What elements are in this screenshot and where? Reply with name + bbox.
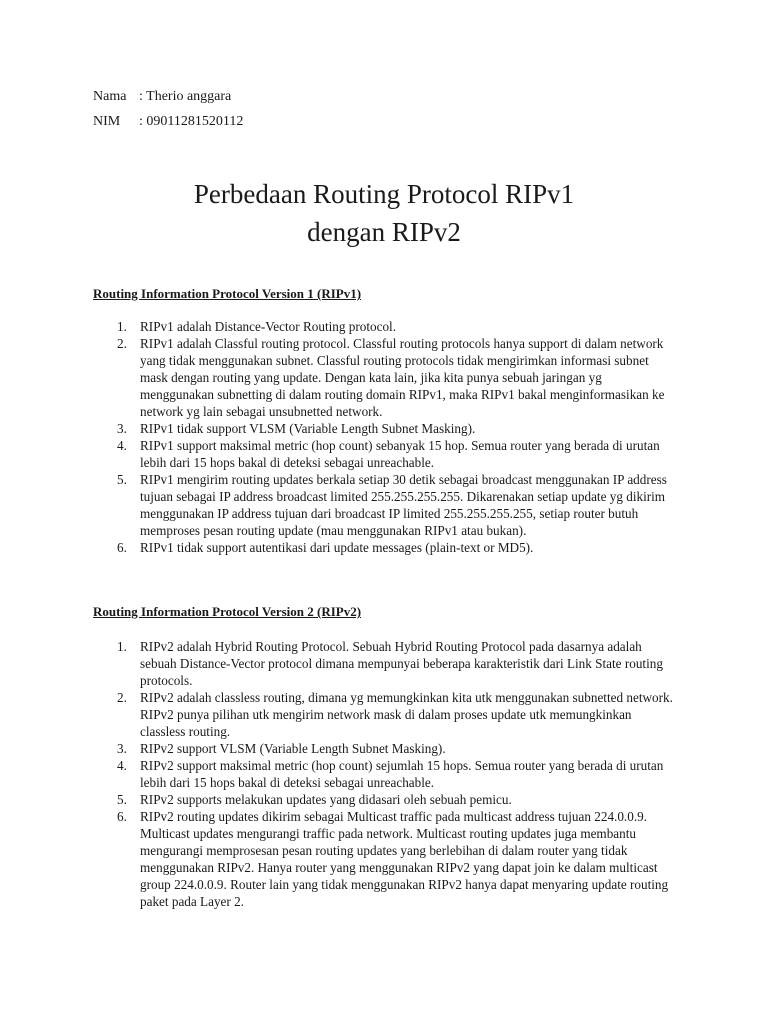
item-text: RIPv2 routing updates dikirim sebagai Multicast traffic pada multicast address tujuan 224.0.0.9. Multicast updates mengurangi traffic pada network. Multicast routing updates juga membantu mengurangi memprosesan pesan routing updates yang berlebihan di dalam router yang tidak menggunakan RIPv2. Hanya router yang menggunakan RIPv2 yang dapat join ke dalam multicast group 224.0.0.9. Router lain yang tidak menggunakan RIPv2 hanya dapat menyaring update routing paket pada Layer 2. xyxy=(140,809,669,909)
title-line-2: dengan RIPv2 xyxy=(307,217,461,247)
item-number: 2. xyxy=(117,690,127,705)
item-text: RIPv1 adalah Distance-Vector Routing protocol. xyxy=(140,319,396,334)
list-item xyxy=(117,740,677,757)
item-number: 2. xyxy=(117,336,127,351)
item-text: RIPv1 mengirim routing updates berkala setiap 30 detik sebagai broadcast menggunakan IP address tujuan sebagai IP address broadcast limited 255.255.255.255. Dikarenakan setiap update yg dikirim menggunakan IP address tujuan dari broadcast IP limited 255.255.255.255, setiap router butuh memproses pesan routing update (mau menggunakan RIPv1 atau bukan). xyxy=(140,472,667,538)
name-row xyxy=(93,88,231,105)
ripv1-list xyxy=(117,318,677,556)
name-label: Nama xyxy=(93,89,127,104)
list-item xyxy=(117,638,677,689)
ripv1-heading: Routing Information Protocol Version 1 (RIPv1) xyxy=(93,286,362,301)
list-item xyxy=(117,689,677,740)
item-text: RIPv2 supports melakukan updates yang didasari oleh sebuah pemicu. xyxy=(140,792,512,807)
list-item xyxy=(117,539,677,556)
nim-row xyxy=(93,113,243,130)
list-item xyxy=(117,420,677,437)
item-number: 1. xyxy=(117,639,127,654)
document-title xyxy=(0,175,768,251)
item-text: RIPv2 support VLSM (Variable Length Subnet Masking). xyxy=(140,741,446,756)
item-text: RIPv1 tidak support autentikasi dari update messages (plain-text or MD5). xyxy=(140,540,534,555)
item-text: RIPv2 support maksimal metric (hop count) sejumlah 15 hops. Semua router yang berada di urutan lebih dari 15 hops bakal di deteksi sebagai unreachable. xyxy=(140,758,664,790)
item-text: RIPv2 adalah classless routing, dimana yg memungkinkan kita utk menggunakan subnetted network. RIPv2 punya pilihan utk mengirim network mask di dalam proses update utk memungkinkan classless routing. xyxy=(140,690,673,739)
item-number: 4. xyxy=(117,758,127,773)
name-value: : Therio anggara xyxy=(139,89,232,104)
title-line-1: Perbedaan Routing Protocol RIPv1 xyxy=(193,179,575,209)
item-number: 3. xyxy=(117,421,127,436)
list-item xyxy=(117,471,677,539)
item-number: 3. xyxy=(117,741,127,756)
item-text: RIPv1 tidak support VLSM (Variable Length Subnet Masking). xyxy=(140,421,476,436)
item-text: RIPv1 support maksimal metric (hop count) sebanyak 15 hop. Semua router yang berada di urutan lebih dari 15 hops bakal di deteksi sebagai unreachable. xyxy=(140,438,660,470)
nim-value: : 09011281520112 xyxy=(139,114,244,129)
item-text: RIPv2 adalah Hybrid Routing Protocol. Sebuah Hybrid Routing Protocol pada dasarnya adalah sebuah Distance-Vector protocol dimana mempunyai beberapa karakteristik dari Link State routing protocols. xyxy=(140,639,663,688)
list-item xyxy=(117,808,677,910)
item-number: 5. xyxy=(117,472,127,487)
item-text: RIPv1 adalah Classful routing protocol. Classful routing protocols hanya support di dalam network yang tidak menggunakan subnet. Classful routing protocols tidak mengirimkan informasi subnet mask dengan routing yang update. Dengan kata lain, jika kita punya sebuah jaringan yg menggunakan subnetting di dalam routing domain RIPv1, maka RIPv1 bakal menginformasikan ke network yg lain sebagai unsubnetted network. xyxy=(140,336,665,419)
item-number: 5. xyxy=(117,792,127,807)
ripv2-list xyxy=(117,638,677,910)
list-item xyxy=(117,335,677,420)
item-number: 6. xyxy=(117,809,127,824)
list-item xyxy=(117,437,677,471)
item-number: 6. xyxy=(117,540,127,555)
ripv2-heading: Routing Information Protocol Version 2 (RIPv2) xyxy=(93,604,362,619)
list-item xyxy=(117,757,677,791)
nim-label: NIM xyxy=(93,114,121,129)
item-number: 4. xyxy=(117,438,127,453)
list-item xyxy=(117,791,677,808)
list-item xyxy=(117,318,677,335)
item-number: 1. xyxy=(117,319,127,334)
